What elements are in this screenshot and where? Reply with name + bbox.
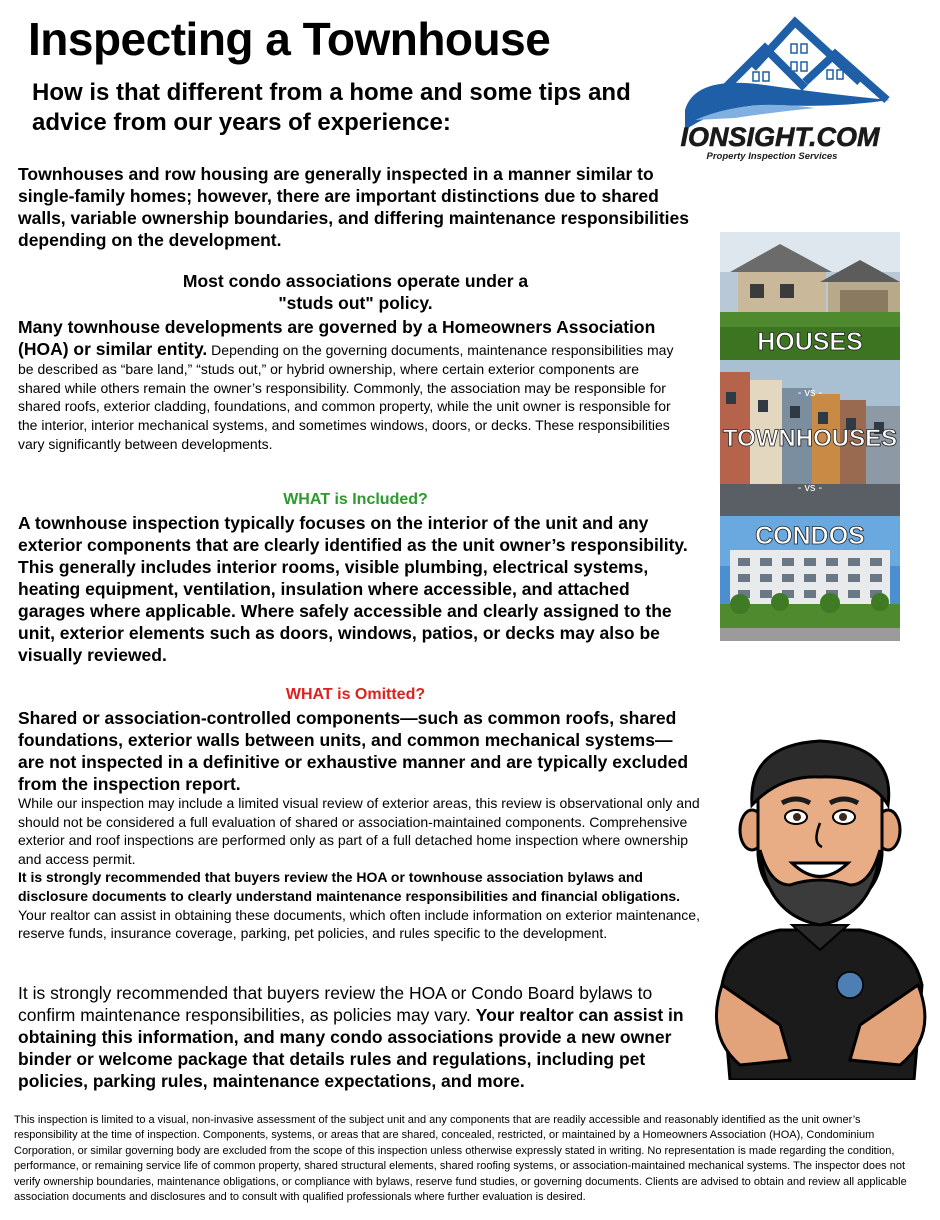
page-title: Inspecting a Townhouse: [28, 13, 551, 65]
studs-line-2: "studs out" policy.: [278, 293, 433, 314]
label-houses: HOUSES: [757, 328, 863, 356]
ionsight-logo: [655, 10, 905, 170]
disclaimer: This inspection is limited to a visual, non-invasive assessment of the subject unit and any components that are readily accessible and reasonably identified as the unit owner’s responsibility at the time of inspection. Components, systems, or areas that are shared, concealed, restricted, or maintained by a Homeowners Association (HOA), Condominium Corporation, or similar governing body are excluded from the scope of this inspection unless otherwise expressly stated in writing. No representation is made regarding the condition, performance, or remaining service life of common property, shared structural elements, shared roofing systems, or association-maintained mechanical systems. The inspector does not verify ownership boundaries, maintenance obligations, or compliance with bylaws, reserve fund studies, or governing documents. Clients are advised to obtain and review all applicable association documents and disclosures and to consult with qualified professionals where further evaluation is desired.: [14, 1114, 907, 1203]
recommendation-paragraph: [18, 982, 708, 1092]
bylaws-note-tail: Your realtor can assist in obtaining these documents, which often include information on exterior maintenance, reserve funds, insurance coverage, parking, pet policies, and rules specific to the development.: [18, 906, 700, 942]
studs-out-note: [18, 270, 693, 314]
logo-brand: IONSIGHT.COM: [680, 122, 880, 152]
label-townhouses: TOWNHOUSES: [722, 425, 898, 452]
shirt-logo-icon: [837, 972, 863, 998]
bylaws-note-bold: It is strongly recommended that buyers review the HOA or townhouse association bylaws and disclosure documents to clearly understand maintenance responsibilities and financial obligations.: [18, 869, 681, 905]
included-heading: WHAT is Included?: [283, 491, 428, 508]
label-condos: CONDOS: [755, 522, 865, 550]
hoa-body: Depending on the governing documents, maintenance responsibilities may be described as “bare land,” “studs out,” or hybrid ownership, where certain exterior components are shared while others remain the owner’s responsibility. Commonly, the association may be responsible for shared roofs, exterior cladding, foundations, and common property, while the unit owner is responsible for the interior, interior mechanical systems, and sometimes windows, doors, or decks. These responsibilities vary significantly between developments.: [18, 342, 674, 452]
hoa-lead: Many townhouse developments are governed by a Homeowners Association (HOA) or similar entity.: [18, 317, 656, 360]
logo-tagline: Property Inspection Services: [706, 151, 838, 162]
inspector-avatar: [700, 735, 940, 1080]
housing-comparison-image: [720, 232, 900, 641]
page-subtitle: How is that different from a home and some tips and advice from our years of experience:: [32, 79, 631, 137]
omitted-paragraph: Shared or association-controlled components—such as common roofs, shared foundations, exterior walls between units, and common mechanical systems—are not inspected in a definitive or exhaustive manner and are typically excluded from the inspection report.: [18, 708, 689, 795]
studs-line-1: Most condo associations operate under a: [182, 271, 529, 291]
label-vs-1: - vs -: [797, 387, 823, 399]
recommend-bold: Your realtor can assist in obtaining this information, and many condo associations provide a new owner binder or welcome package that details rules and regulations, including pet policies, parking rules, maintenance expectations, and more.: [18, 1005, 684, 1092]
intro-paragraph: Townhouses and row housing are generally inspected in a manner similar to single-family homes; however, there are important distinctions due to shared walls, variable ownership boundaries, and differing maintenance responsibilities depending on the development.: [18, 164, 689, 251]
recommend-plain: It is strongly recommended that buyers review the HOA or Condo Board bylaws to confirm maintenance responsibilities, as policies may vary.: [18, 983, 653, 1026]
label-vs-2: - vs -: [797, 482, 823, 494]
hoa-paragraph: [18, 316, 683, 453]
omitted-heading: WHAT is Omitted?: [285, 686, 426, 703]
omitted-detail: [18, 794, 703, 943]
omitted-detail-text: While our inspection may include a limited visual review of exterior areas, this review is observational only and should not be considered a full evaluation of shared or association-maintained components. Comprehensive exterior and roof inspections are performed only as part of a full detached home inspection where ownership and access permit.: [18, 795, 700, 867]
included-paragraph: A townhouse inspection typically focuses on the interior of the unit and any exterior components that are clearly identified as the unit owner’s responsibility. This generally includes interior rooms, visible plumbing, electrical systems, heating equipment, ventilation, insulation where accessible, and attached garages where applicable. Where safely accessible and clearly assigned to the unit, exterior elements such as doors, windows, patios, or decks may also be visually reviewed.: [18, 513, 688, 666]
